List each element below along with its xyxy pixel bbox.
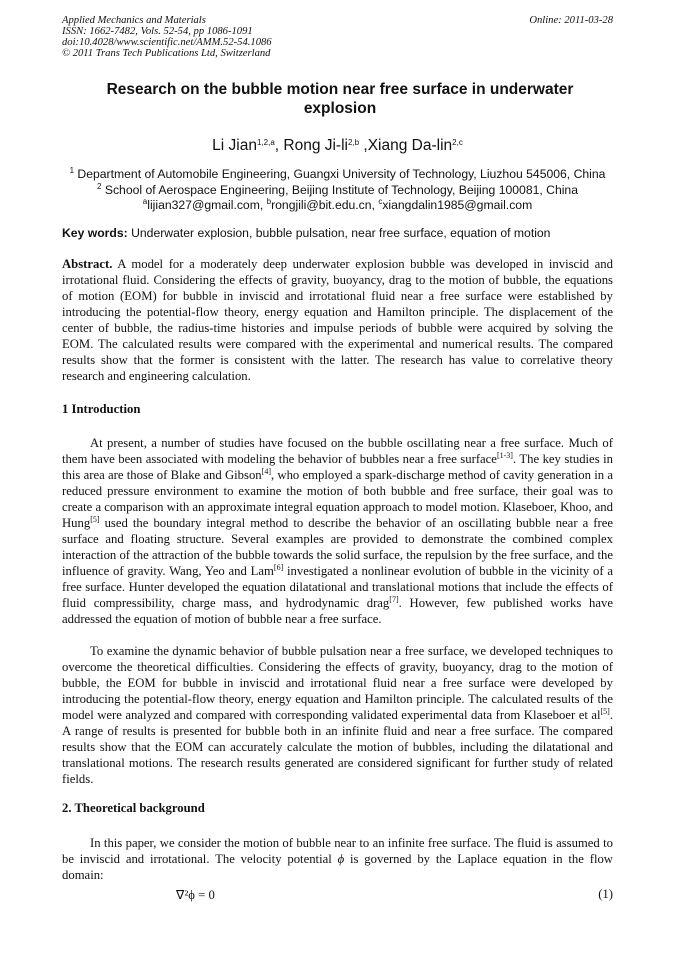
superscript-reference: 1 [69,166,75,175]
text-segment: Li Jian [212,137,257,154]
text-segment: School of Aerospace Engineering, Beijing Institute of Technology, Beijing 100081, China [101,182,578,197]
author-emails [50,198,625,214]
superscript-reference: c [378,197,383,206]
keywords [62,226,613,240]
text-segment: . A range of results is presented for bubble both in an infinite fluid and near a free surface. The compared results show that the EOM can accurately calculate the motion of bubbles, including the dilatational and translational motions. The research results generated are considered significant for further study of related fields. [62,708,613,786]
equation-number: (1) [598,887,613,901]
doi-line: doi:10.4028/www.scientific.net/AMM.52-54.1086 [62,37,272,48]
text-segment: ,Xiang Da-lin [359,137,453,154]
superscript-reference: 1,2,a [256,138,275,147]
section-heading-theoretical-background: 2. Theoretical background [62,801,205,815]
text-segment: Department of Automobile Engineering, Guangxi University of Technology, Liuzhou 545006, China [74,167,606,181]
abstract-text: A model for a moderately deep underwater explosion bubble was developed in inviscid and irrotational fluid. Considering the effects of gravity, buoyancy, drag to the motion of bubble, the equations of motion (EOM) for bubble in inviscid and irrotational fluid near a free surface were established by introducing the potential-flow theory, energy equation and Hamilton principle. The displacement of the center of bubble, the radius-time histories and impulse periods of bubble were acquired by solving the EOM. The calculated results were compared with the experimental and numerical results. The compared results show that the former is consistent with the latter. The research has value to correlative theory research and engineering calculation. [62,257,613,383]
section-heading-introduction: 1 Introduction [62,402,141,416]
text-segment: xiangdalin1985@gmail.com [382,198,533,212]
issn-line: ISSN: 1662-7482, Vols. 52-54, pp 1086-1091 [62,26,253,37]
text-segment: . The key studies in this area are those of Blake and Gibson [62,452,613,482]
superscript-reference: [5] [90,515,100,524]
equation-1: ∇²ϕ = 0 [176,888,215,902]
superscript-reference: [6] [273,563,284,572]
journal-name: Applied Mechanics and Materials [62,15,206,26]
superscript-reference: 2,c [452,138,463,147]
paper-title: Research on the bubble motion near free surface in underwater explosion [106,81,574,117]
theory-paragraph-1 [62,835,613,883]
superscript-reference: 2,b [347,138,360,147]
superscript-reference: 2 [97,181,102,191]
superscript-reference: [5] [600,707,610,716]
superscript-reference: a [142,197,148,206]
affiliations [50,167,625,214]
copyright-line: © 2011 Trans Tech Publications Ltd, Switzerland [62,48,271,59]
keywords-label: Key words: [62,226,128,240]
online-date: Online: 2011-03-28 [529,15,613,26]
superscript-reference: [4] [261,467,271,476]
superscript-reference: b [266,197,272,206]
text-segment: To examine the dynamic behavior of bubble pulsation near a free surface, we developed techniques to overcome the theoretical difficulties. Considering the effects of gravity, buoyancy, drag to the motion of bubble, the EOM for bubble in inviscid and irrotational fluid near a free surface were developed by introducing the potential-flow theory, energy equation and Hamilton principle. The calculated results of the model were analyzed and compared with corresponding validated experimental data from Klaseboer et al [62,644,613,722]
superscript-reference: [1-3] [496,451,513,460]
abstract [62,256,613,384]
text-segment: used the boundary integral method to describe the behavior of an oscillating bubble near a free surface and floating structure. Several examples are provided to demonstrate the combined complex interaction of the attraction of the bubble towards the solid surface, the repulsion by the free surface, and the influence of gravity. Wang, Yeo and Lam [62,516,613,578]
text-segment: At present, a number of studies have focused on the bubble oscillating near a free surface. Much of them have been associated with modeling the behavior of bubbles near a free surface [62,436,613,466]
text-segment: rongjili@bit.edu.cn, [271,198,379,212]
keywords-text: Underwater explosion, bubble pulsation, near free surface, equation of motion [127,226,551,240]
intro-paragraph-2 [62,643,613,787]
affiliation-2 [50,183,625,199]
text-segment: . However, few published works have addressed the equation of motion of bubble near a free surface. [62,596,613,626]
authors [62,137,613,155]
text-segment: , who employed a spark-discharge method of cavity generation in a reduced pressure environment to examine the motion of both bubble and free surface, their goal was to create a comparison with an approximate integral equation approach to model motion. Klaseboer, Khoo, and Hung [62,468,613,530]
abstract-label: Abstract. [62,257,113,271]
text-segment: investigated a nonlinear evolution of bubble in the vicinity of a free surface. Hunter developed the equation dilatational and translational motions that include the effects of fluid compressibility, charge mass, and hydrodynamic drag [62,564,613,610]
intro-paragraph-1 [62,435,613,627]
affiliation-1 [50,167,625,183]
text-segment: lijian327@gmail.com, [147,198,267,212]
text-segment: In this paper, we consider the motion of bubble near to an infinite free surface. The fluid is assumed to be inviscid and irrotational. The velocity potential [62,836,613,866]
superscript-reference: [7] [389,595,399,604]
text-segment: is governed by the Laplace equation in the flow domain: [62,852,613,882]
math-symbol: ϕ [337,852,345,866]
text-segment: , Rong Ji-li [274,137,348,154]
